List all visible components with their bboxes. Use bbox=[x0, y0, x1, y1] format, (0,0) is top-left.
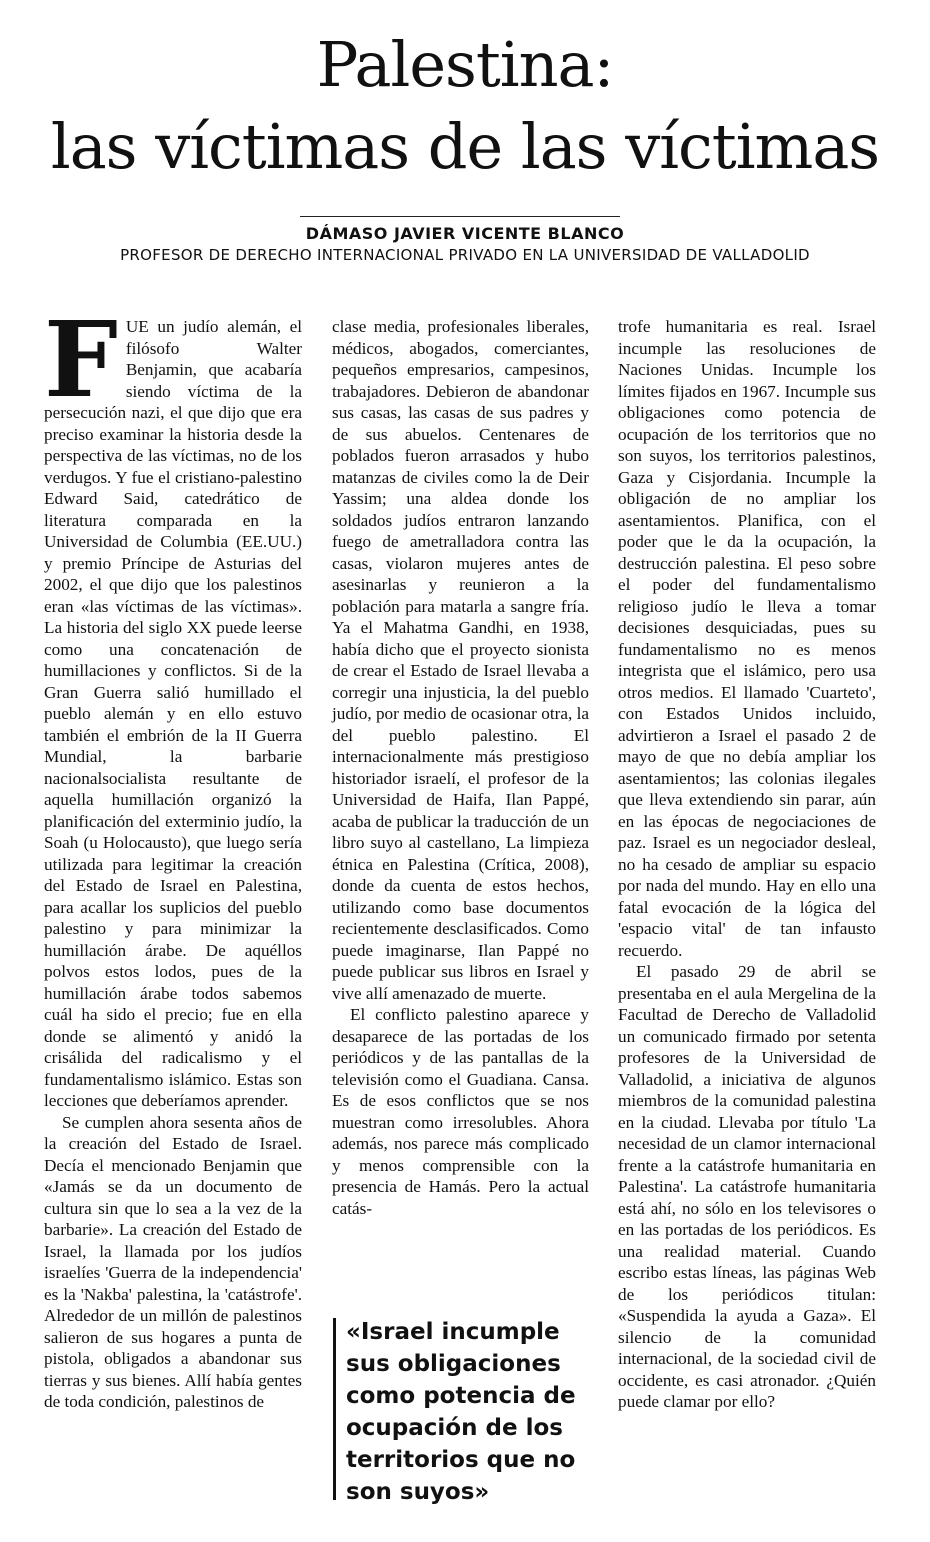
paragraph: El conflicto palestino aparece y desaparece de las portadas de los periódicos y de las pantallas de la televisión como el Guadiana. Cansa. Es de esos conflictos que se nos muestran como irresolubles. Ahora además, nos parece más complicado y menos comprensible con la presencia de Hamás. Pero la actual catás- bbox=[332, 1005, 589, 1218]
paragraph: clase media, profesionales liberales, médicos, abogados, comerciantes, pequeños empresarios, campesinos, trabajadores. Debieron de abandonar sus casas, las casas de sus padres y de sus abuelos. Centenares de poblados fueron arrasados y hubo matanzas de civiles como la de Deir Yassim; una aldea donde los soldados judíos entraron lanzando fuego de ametralladora contra las casas, violaron mujeres antes de asesinarlas y reunieron a la población para matarla a sangre fría. Ya el Mahatma Gandhi, en 1938, había dicho que el proyecto sionista de crear el Estado de Israel llevaba a corregir una injusticia, la del pueblo judío, por medio de ocasionar otra, la del pueblo palestino. El internacionalmente más prestigioso historiador israelí, el profesor de la Universidad de Haifa, Ilan Pappé, acaba de publicar la traducción de un libro suyo al castellano, La limpieza étnica en Palestina (Crítica, 2008), donde da cuenta de estos hechos, utilizando como base documentos recientemente desclasificados. Como puede imaginarse, Ilan Pappé no puede publicar sus libros en Israel y vive allí amenazado de muerte. bbox=[332, 317, 589, 1003]
article-column-1 bbox=[44, 298, 302, 1413]
paragraph-text: UE un judío alemán, el filósofo Walter Benjamin, que acabaría siendo víctima de la persecución nazi, el que dijo que era preciso examinar la historia desde la perspectiva de las víctimas, no de los verdugos. Y fue el cristiano-palestino Edward Said, catedrático de literatura comparada en la Universidad de Columbia (EE.UU.) y premio Príncipe de Asturias del 2002, el que dijo que los palestinos eran «las víctimas de las víctimas». La historia del siglo XX puede leerse como una concatenación de humillaciones y conflictos. Si de la Gran Guerra salió humillado el pueblo alemán y en ello estuvo también el embrión de la II Guerra Mundial, la barbarie nacionalsocialista resultante de aquella humillación organizó la planificación del exterminio judío, la Soah (u Holocausto), que luego sería utilizada para legitimar la creación del Estado de Israel en Palestina, para acallar los suplicios del pueblo palestino y para minimizar la humillación árabe. De aquéllos polvos estos lodos, pues de la humillación árabe todos sabemos cuál ha sido el precio; fue en ella donde se alimentó y anidó la crisálida del radicalismo y el fundamentalismo islámico. Estas son lecciones que deberíamos aprender. bbox=[44, 317, 302, 1110]
headline-line-2: las víctimas de las víctimas bbox=[50, 110, 880, 183]
paragraph: Se cumplen ahora sesenta años de la creación del Estado de Israel. Decía el mencionado Benjamin que «Jamás se da un documento de cultura sin que lo sea a la vez de la barbarie». La creación del Estado de Israel, la llamada por los judíos israelíes 'Guerra de la independencia' es la 'Nakba' palestina, la 'catástrofe'. Alrededor de un millón de palestinos salieron de sus hogares a punta de pistola, obligados a abandonar sus tierras y sus bienes. Allí había gentes de toda condición, palestinos de bbox=[44, 1112, 302, 1411]
article-column-2 bbox=[332, 316, 589, 1219]
pullquote: «Israel incumple sus obligaciones como potencia de ocupación de los territorios que no son suyos» bbox=[346, 1319, 576, 1505]
headline-line-1: Palestina: bbox=[316, 28, 614, 101]
drop-cap: F bbox=[44, 298, 118, 421]
byline-rule bbox=[300, 216, 620, 217]
paragraph: El pasado 29 de abril se presentaba en el aula Mergelina de la Facultad de Derecho de Valladolid un comunicado firmado por setenta profesores de la Universidad de Valladolid, a iniciativa de algunos miembros de la comunidad palestina en la ciudad. Llevaba por título 'La necesidad de un clamor internacional frente a la catástrofe humanitaria en Palestina'. La catástrofe humanitaria está ahí, no sólo en los televisores o en las portadas de los periódicos. Es una realidad material. Cuando escribo estas líneas, las páginas Web de los periódicos titulan: «Suspendida la ayuda a Gaza». El silencio de la comunidad internacional, de la sociedad civil de occidente, es casi atronador. ¿Quién puede clamar por ello? bbox=[618, 962, 876, 1411]
pullquote-bar bbox=[333, 1318, 336, 1500]
article-column-3 bbox=[618, 316, 876, 1413]
paragraph: trofe humanitaria es real. Israel incumple las resoluciones de Naciones Unidas. Incumple los límites fijados en 1967. Incumple sus obligaciones como potencia de ocupación de los territorios que no son suyos, los territorios palestinos, Gaza y Cisjordania. Incumple la obligación de no ampliar los asentamientos. Planifica, con el poder que le da la ocupación, la destrucción palestina. El peso sobre el poder del fundamentalismo religioso judío le lleva a tomar decisiones desquiciadas, pues su fundamentalismo no es menos integrista que el islámico, pero usa otros medios. El llamado 'Cuarteto', con Estados Unidos incluido, advirtieron a Israel el pasado 2 de mayo de que no debía ampliar los asentamientos; las colonias ilegales que lleva extendiendo sin parar, aún en las épocas de negociaciones de paz. Israel es un negociador desleal, no ha cesado de ampliar su espacio por nada del mundo. Hay en ello una fatal evocación de la lógica del 'espacio vital' de tan infausto recuerdo. bbox=[618, 317, 876, 960]
author-position: PROFESOR DE DERECHO INTERNACIONAL PRIVADO EN LA UNIVERSIDAD DE VALLADOLID bbox=[120, 246, 810, 264]
paragraph bbox=[44, 298, 302, 1112]
author-name: DÁMASO JAVIER VICENTE BLANCO bbox=[305, 224, 625, 243]
